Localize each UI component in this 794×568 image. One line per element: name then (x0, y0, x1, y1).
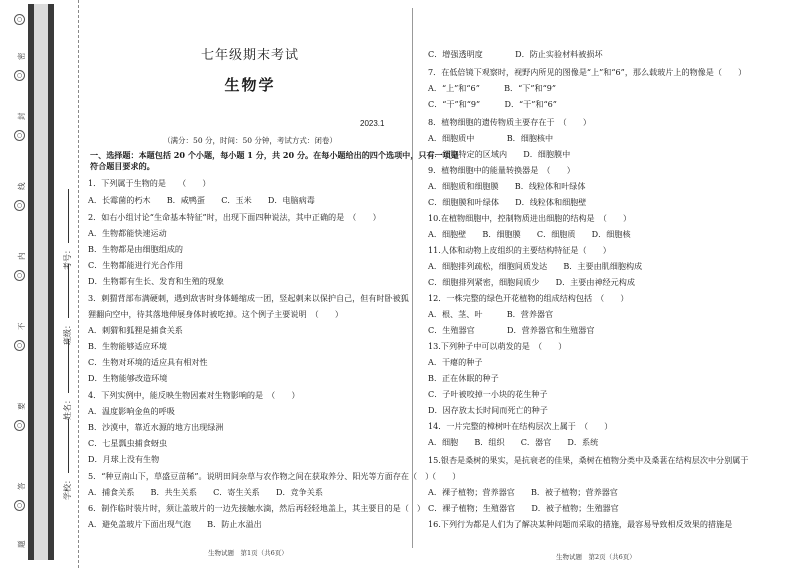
option-line: D．因存放太长时间而死亡的种子 (428, 405, 548, 415)
seal-label: 线 (17, 182, 26, 190)
option-line: C．增强透明度 D．防止实验材料被损坏 (428, 49, 603, 59)
option-line: B．生物都是由细胞组成的 (88, 244, 183, 254)
option-line: A．裸子植物；营养器官 B．被子植物；营养器官 (428, 487, 618, 497)
option-line: D．生物都有生长、发育和生殖的现象 (88, 276, 224, 286)
option-line: A．温度影响金鱼的呼吸 (88, 406, 175, 416)
question-line: 7．在低倍镜下观察时，视野内所见的图像是“上”和“6”，那么载玻片上的物像是（ ） (428, 67, 747, 77)
question-line-cont: 狸翻向空中，待其落地伸展身体时被吃掉。这个例子主要说明 （ ） (88, 309, 343, 319)
seal-circle: ○ (14, 70, 25, 81)
option-line: A．捕食关系 B．共生关系 C．寄生关系 D．竞争关系 (88, 487, 323, 497)
seal-circle: ○ (14, 200, 25, 211)
seal-circle: ○ (14, 130, 25, 141)
name-line (68, 339, 69, 393)
seal-label: 答 (17, 482, 26, 490)
question-line: 14．一片完整的樟树叶在结构层次上属于 （ ） (428, 421, 613, 431)
school-label: 学校： (63, 476, 72, 500)
exam-number-field[interactable] (62, 189, 73, 270)
seal-label: 要 (17, 402, 26, 410)
option-line: A．干瘪的种子 (428, 357, 483, 367)
seal-circle: ○ (14, 420, 25, 431)
option-line: C．裸子植物；生殖器官 D．被子植物；生殖器官 (428, 503, 619, 513)
question-line: 5．“种豆南山下，草盛豆苗稀”。说明田间杂草与农作物之间在获取养分、阳光等方面存在（ ） (88, 471, 434, 481)
option-line: A．细胞排列疏松，细胞间质发达 B．主要由肌细胞构成 (428, 261, 643, 271)
option-line: A．长霉菌的朽木 B．咸鸭蛋 C．玉米 D．电脑病毒 (88, 195, 315, 205)
class-line (68, 264, 69, 318)
option-line: B．正在休眠的种子 (428, 373, 499, 383)
seal-circle: ○ (14, 340, 25, 351)
exam-number-label: 考号： (63, 246, 72, 270)
option-line: C．细胞膜和叶绿体 D．线粒体和细胞壁 (428, 197, 587, 207)
question-line: 11.人体和动物上皮组织的主要结构特征是（ ） (428, 245, 611, 255)
option-line: D．月球上没有生物 (88, 454, 160, 464)
seal-label: 题 (17, 540, 26, 548)
class-field[interactable] (62, 264, 73, 345)
exam-date: 2023.1 (360, 119, 385, 128)
seal-label: 封 (17, 112, 26, 120)
option-line: C．细胞排列紧密，细胞间质少 D．主要由神经元构成 (428, 277, 635, 287)
question-line-cont: （ ） (428, 471, 461, 481)
seal-label: 不 (17, 322, 26, 330)
option-line: A．细胞 B．组织 C．器官 D．系统 (428, 437, 599, 447)
question-line: 13.下列种子中可以萌发的是 （ ） (428, 341, 567, 351)
question-line: 9．植物细胞中的能量转换器是 （ ） (428, 165, 575, 175)
question-line: 2．如右小组讨论“生命基本特征”时，出现下面四种说法，其中正确的是 （ ） (88, 212, 381, 222)
seal-label: 密 (17, 52, 26, 60)
option-line: A．生物都能快速运动 (88, 228, 167, 238)
option-line: C．子叶被咬掉一小块的花生种子 (428, 389, 548, 399)
question-line: 12．一株完整的绿色开花植物的组成结构包括 （ ） (428, 293, 629, 303)
option-line: C．生物对环境的适应具有相对性 (88, 357, 208, 367)
option-line: C．七星瓢虫捕食蚜虫 (88, 438, 168, 448)
option-line: A．细胞质中 B．细胞核中 (428, 133, 554, 143)
question-line: 10.在植物细胞中，控制物质进出细胞的结构是 （ ） (428, 213, 632, 223)
question-line: 3．刺猬背部布满硬刺，遇到敌害时身体蜷缩成一团，竖起刺来以保护自己，但有时卧被狐 (88, 293, 409, 303)
option-line: A．根、茎、叶 B．营养器官 (428, 309, 554, 319)
question-line: 15.银杏是桑树的果实，是抗衰老的佳果，桑树在植物分类中及桑葚在结构层次中分别属于 (428, 455, 749, 465)
seal-circle: ○ (14, 500, 25, 511)
option-line: A．刺猬和狐狸是捕食关系 (88, 325, 183, 335)
option-line: B．沙漠中，靠近水源的地方出现绿洲 (88, 422, 224, 432)
option-line: A．“上”和“6” B．“下”和“9” (428, 83, 557, 93)
school-field[interactable] (62, 419, 73, 500)
question-line: 8．植物细胞的遗传物质主要存在于 （ ） (428, 117, 591, 127)
question-line: 6．制作临时装片时，须让盖玻片的一边先接触水滴，然后再轻轻地盖上，其主要目的是（ ） (88, 503, 425, 513)
option-line: C．“干”和“9” D．“干”和“6” (428, 99, 557, 109)
question-line: 1．下列属于生物的是 （ ） (88, 178, 211, 188)
seal-circle: ○ (14, 14, 25, 25)
subject-title: 生物学 (224, 76, 276, 94)
exam-title: 七年级期末考试 (200, 48, 299, 63)
page-footer-left: 生物试题 第1页（共6页） (208, 549, 288, 557)
option-line: C．生物都能进行光合作用 (88, 260, 184, 270)
exam-number-line (68, 189, 69, 243)
option-line: D．生物能够改造环境 (88, 373, 168, 383)
school-line (68, 419, 69, 473)
seal-circle: ○ (14, 270, 25, 281)
option-line: A．细胞质和细胞膜 B．线粒体和叶绿体 (428, 181, 586, 191)
option-line: C．细胞特定的区域内 D．细胞膜中 (428, 149, 571, 159)
page-footer-right: 生物试题 第2页（共6页） (556, 553, 636, 561)
exam-meta: （满分：50 分，时间：50 分钟，考试方式：闭卷） (163, 136, 337, 145)
column-divider (412, 8, 413, 548)
option-line: C．生殖器官 D．营养器官和生殖器官 (428, 325, 595, 335)
seal-label: 内 (17, 252, 26, 260)
section-heading: 一、选择题：本题包括 20 个小题，每小题 1 分，共 20 分。在每小题给出的四个选项中，只有一项是 (90, 150, 459, 160)
option-line: A．细胞壁 B．细胞膜 C．细胞质 D．细胞核 (428, 229, 631, 239)
question-line: 4．下列实例中，能反映生物因素对生物影响的是 （ ） (88, 390, 300, 400)
name-field[interactable] (62, 339, 73, 420)
option-line: B．生物能够适应环境 (88, 341, 167, 351)
option-line: A．避免盖玻片下面出现气泡 B．防止水溢出 (88, 519, 262, 529)
name-label: 姓名： (63, 396, 72, 420)
seal-column (0, 0, 90, 568)
section-heading-cont: 符合题目要求的。 (90, 161, 155, 171)
class-label: 班级： (63, 321, 72, 345)
question-line: 16.下列行为都是人们为了解决某种问题而采取的措施，最容易导致相反效果的措施是 (428, 519, 733, 529)
